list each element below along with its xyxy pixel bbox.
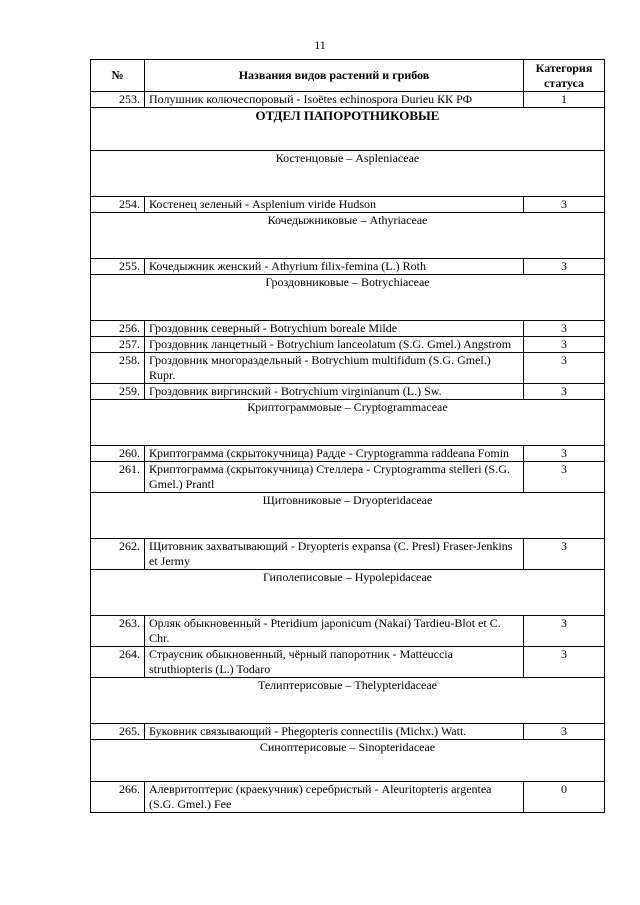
page-number: 11 bbox=[314, 38, 326, 52]
species-name: Буковник связывающий - Phegopteris connectilis (Michx.) Watt. bbox=[145, 724, 524, 740]
family-heading: Криптограммовые – Cryptogrammaceae bbox=[91, 400, 605, 446]
status-category: 3 bbox=[524, 321, 605, 337]
header-num: № bbox=[91, 60, 145, 92]
table-row bbox=[91, 384, 605, 400]
species-name: Страусник обыкновенный, чёрный папоротник - Matteuccia struthiopteris (L.) Todaro bbox=[145, 647, 524, 678]
species-number: 254. bbox=[91, 197, 145, 213]
status-category: 3 bbox=[524, 724, 605, 740]
species-name: Орляк обыкновенный - Pteridium japonicum (Nakai) Tardieu-Blot et C. Chr. bbox=[145, 616, 524, 647]
family-row bbox=[91, 275, 605, 321]
species-number: 259. bbox=[91, 384, 145, 400]
header-category: Категория статуса bbox=[524, 60, 605, 92]
table-row bbox=[91, 92, 605, 108]
table-header-row bbox=[91, 60, 605, 92]
species-name: Гроздовник виргинский - Botrychium virginianum (L.) Sw. bbox=[145, 384, 524, 400]
status-category: 3 bbox=[524, 446, 605, 462]
species-number: 255. bbox=[91, 259, 145, 275]
table-row bbox=[91, 616, 605, 647]
family-heading: Телиптерисовые – Thelypteridaceae bbox=[91, 678, 605, 724]
species-number: 258. bbox=[91, 353, 145, 384]
family-row bbox=[91, 678, 605, 724]
status-category: 3 bbox=[524, 647, 605, 678]
family-heading: Щитовниковые – Dryopteridaceae bbox=[91, 493, 605, 539]
status-category: 3 bbox=[524, 353, 605, 384]
species-number: 262. bbox=[91, 539, 145, 570]
species-number: 260. bbox=[91, 446, 145, 462]
species-name: Гроздовник ланцетный - Botrychium lanceolatum (S.G. Gmel.) Angstrom bbox=[145, 337, 524, 353]
department-heading: ОТДЕЛ ПАПОРОТНИКОВЫЕ bbox=[91, 108, 605, 151]
table-row bbox=[91, 259, 605, 275]
table-row bbox=[91, 539, 605, 570]
table-row bbox=[91, 353, 605, 384]
species-number: 253. bbox=[91, 92, 145, 108]
species-number: 256. bbox=[91, 321, 145, 337]
table-row bbox=[91, 782, 605, 813]
table-body bbox=[91, 92, 605, 813]
table-row bbox=[91, 321, 605, 337]
species-name: Гроздовник многораздельный - Botrychium multifidum (S.G. Gmel.) Rupr. bbox=[145, 353, 524, 384]
status-category: 3 bbox=[524, 384, 605, 400]
species-name: Костенец зеленый - Asplenium viride Hudson bbox=[145, 197, 524, 213]
table-row bbox=[91, 337, 605, 353]
species-table bbox=[90, 59, 605, 813]
status-category: 3 bbox=[524, 259, 605, 275]
species-name: Криптограмма (скрытокучница) Радде - Cryptogramma raddeana Fomin bbox=[145, 446, 524, 462]
species-number: 264. bbox=[91, 647, 145, 678]
table-row bbox=[91, 724, 605, 740]
table-row bbox=[91, 647, 605, 678]
family-row bbox=[91, 400, 605, 446]
status-category: 3 bbox=[524, 462, 605, 493]
department-row bbox=[91, 108, 605, 151]
header-name: Названия видов растений и грибов bbox=[145, 60, 524, 92]
status-category: 3 bbox=[524, 337, 605, 353]
family-row bbox=[91, 493, 605, 539]
family-heading: Гроздовниковые – Botrychiaceae bbox=[91, 275, 605, 321]
species-name: Алевритоптерис (краекучник) серебристый - Aleuritopteris argentea (S.G. Gmel.) Fee bbox=[145, 782, 524, 813]
species-number: 265. bbox=[91, 724, 145, 740]
status-category: 3 bbox=[524, 616, 605, 647]
species-name: Щитовник захватывающий - Dryopteris expansa (C. Presl) Fraser-Jenkins et Jermy bbox=[145, 539, 524, 570]
species-name: Гроздовник северный - Botrychium boreale Milde bbox=[145, 321, 524, 337]
status-category: 3 bbox=[524, 539, 605, 570]
species-name: Кочедыжник женский - Athyrium filix-femina (L.) Roth bbox=[145, 259, 524, 275]
family-heading: Гиполеписовые – Hypolepidaceae bbox=[91, 570, 605, 616]
species-name: Криптограмма (скрытокучница) Стеллера - Cryptogramma stelleri (S.G. Gmel.) Prantl bbox=[145, 462, 524, 493]
table-row bbox=[91, 462, 605, 493]
table-row bbox=[91, 446, 605, 462]
species-number: 261. bbox=[91, 462, 145, 493]
species-number: 266. bbox=[91, 782, 145, 813]
species-number: 257. bbox=[91, 337, 145, 353]
family-heading: Кочедыжниковые – Athyriaceae bbox=[91, 213, 605, 259]
species-name: Полушник колючеспоровый - Isoëtes echinospora Durieu КК РФ bbox=[145, 92, 524, 108]
family-heading: Костенцовые – Aspleniaceae bbox=[91, 151, 605, 197]
family-heading: Синоптерисовые – Sinopteridaceae bbox=[91, 740, 605, 782]
family-row bbox=[91, 570, 605, 616]
family-row bbox=[91, 213, 605, 259]
table-row bbox=[91, 197, 605, 213]
status-category: 3 bbox=[524, 197, 605, 213]
family-row bbox=[91, 151, 605, 197]
species-number: 263. bbox=[91, 616, 145, 647]
status-category: 1 bbox=[524, 92, 605, 108]
family-row bbox=[91, 740, 605, 782]
status-category: 0 bbox=[524, 782, 605, 813]
